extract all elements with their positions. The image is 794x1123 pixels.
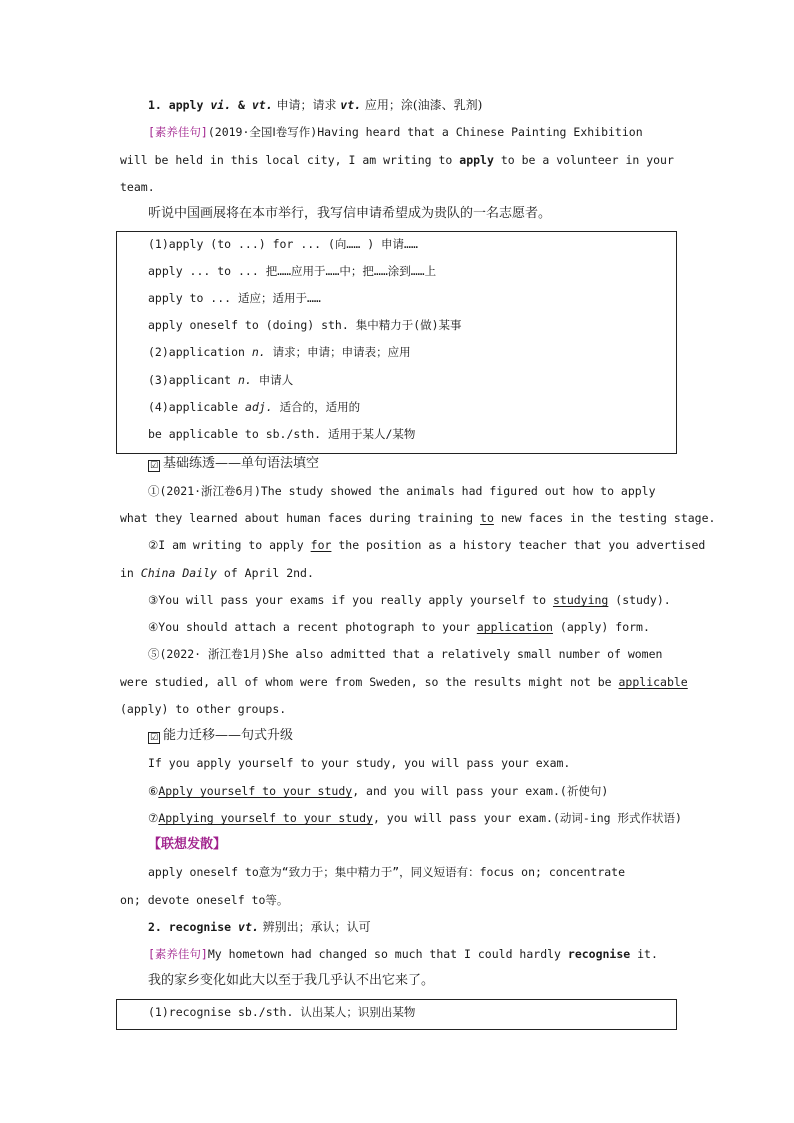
- quote-line-3: team.: [120, 180, 155, 194]
- recognise-translation: 我的家乡变化如此大以至于我几乎认不出它来了。: [148, 973, 435, 988]
- exercise-6: ⑥Apply yourself to your study, and you will pass your exam.(祈使句): [148, 784, 609, 798]
- usage-row-2: apply ... to ... 把……应用于……中；把……涂到……上: [148, 264, 437, 278]
- entry-heading-apply: 1. apply vi. & vt. 申请；请求 vt. 应用；涂(油漆、乳剂): [148, 98, 483, 112]
- association-line-1: apply oneself to意为“致力于；集中精力于”，同义短语有：focus on; concentrate: [148, 865, 626, 879]
- usage-row-4: apply oneself to (doing) sth. 集中精力于(做)某事: [148, 318, 462, 332]
- exercise-2-line-2: in China Daily of April 2nd.: [120, 566, 314, 580]
- recognise-quote: [素养佳句]My hometown had changed so much that I could hardly recognise it.: [148, 947, 658, 961]
- advanced-base-sentence: If you apply yourself to your study, you will pass your exam.: [148, 756, 571, 770]
- usage-row-3: apply to ... 适应；适用于……: [148, 291, 321, 305]
- checkbox-icon: ☑: [149, 461, 159, 471]
- exercise-2-line-1: ②I am writing to apply for the position as a history teacher that you advertised: [148, 538, 706, 552]
- quote-line-1: [素养佳句](2019·全国Ⅰ卷写作)Having heard that a Chinese Painting Exhibition: [148, 125, 643, 139]
- entry-heading-recognise: 2. recognise vt. 辨别出；承认；认可: [148, 920, 371, 934]
- checkbox-icon: ☑: [149, 733, 159, 743]
- recognise-usage-row-1: (1)recognise sb./sth. 认出某人；识别出某物: [148, 1005, 416, 1019]
- usage-row-1: (1)apply (to ...) for ... (向…… ) 申请……: [148, 237, 418, 251]
- basic-practice-heading: ☑ 基础练透——单句语法填空: [149, 456, 320, 471]
- usage-row-8: be applicable to sb./sth. 适用于某人/某物: [148, 427, 416, 441]
- quote-translation: 听说中国画展将在本市举行，我写信申请希望成为贵队的一名志愿者。: [148, 206, 552, 221]
- exercise-4: ④You should attach a recent photograph to your application (apply) form.: [148, 620, 650, 634]
- advanced-practice-heading: ☑ 能力迁移——句式升级: [149, 728, 294, 743]
- exercise-7: ⑦Applying yourself to your study, you will pass your exam.(动词-ing 形式作状语): [148, 811, 682, 825]
- exercise-5-line-1: ⑤(2022· 浙江卷1月)She also admitted that a relatively small number of women: [148, 647, 663, 661]
- exercise-5-line-2: were studied, all of whom were from Sweden, so the results might not be applicable: [120, 675, 688, 689]
- exercise-5-line-3: (apply) to other groups.: [120, 702, 287, 716]
- exercise-1-line-1: ①(2021·浙江卷6月)The study showed the animals had figured out how to apply: [148, 484, 656, 498]
- exercise-3: ③You will pass your exams if you really apply yourself to studying (study).: [148, 593, 671, 607]
- exercise-1-line-2: what they learned about human faces during training to new faces in the testing stage.: [120, 511, 716, 525]
- usage-row-7: (4)applicable adj. 适合的，适用的: [148, 400, 361, 414]
- association-heading: 【联想发散】: [148, 837, 227, 852]
- usage-row-6: (3)applicant n. 申请人: [148, 373, 294, 387]
- usage-row-5: (2)application n. 请求；申请；申请表；应用: [148, 345, 411, 359]
- quote-line-2: will be held in this local city, I am writing to apply to be a volunteer in your: [120, 153, 674, 167]
- association-line-2: on; devote oneself to等。: [120, 893, 289, 907]
